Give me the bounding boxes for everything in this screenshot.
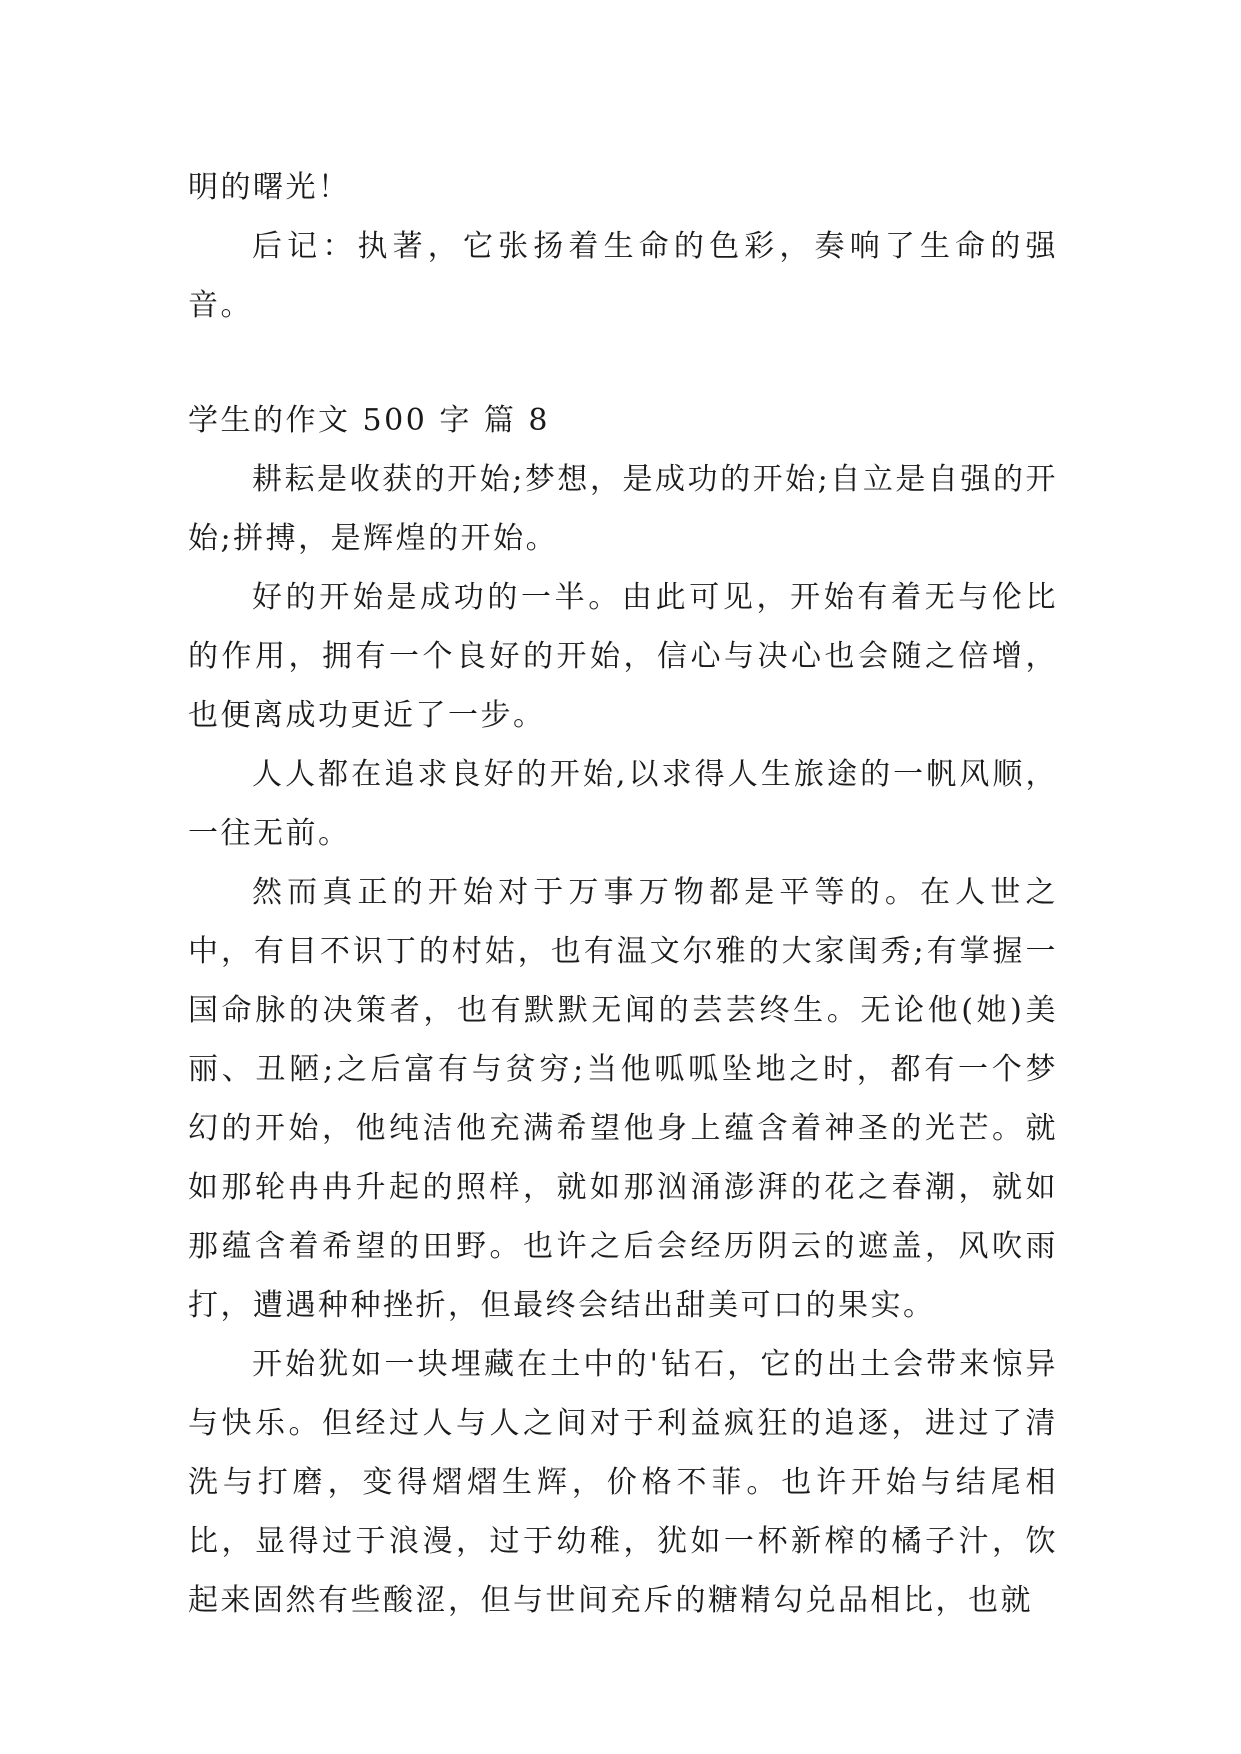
section-title: 学生的作文 500 字 篇 8	[188, 403, 550, 438]
continuation-text: 明的曙光！	[188, 170, 351, 205]
postscript-paragraph: 后记：执著，它张扬着生命的色彩，奏响了生命的强音。	[188, 229, 1058, 323]
paragraph: 人人都在追求良好的开始,以求得人生旅途的一帆风顺，一往无前。	[188, 757, 1058, 851]
document-page	[188, 158, 1058, 1630]
paragraph: 好的开始是成功的一半。由此可见，开始有着无与伦比的作用，拥有一个良好的开始，信心与决心也会随之倍增，也便离成功更近了一步。	[188, 580, 1058, 733]
paragraph: 耕耘是收获的开始;梦想，是成功的开始;自立是自强的开始;拼搏，是辉煌的开始。	[188, 462, 1058, 556]
paragraph: 开始犹如一块埋藏在土中的'钻石，它的出土会带来惊异与快乐。但经过人与人之间对于利益疯狂的追逐，进过了清洗与打磨，变得熠熠生辉，价格不菲。也许开始与结尾相比，显得过于浪漫，过于幼稚，犹如一杯新榨的橘子汁，饮起来固然有些酸涩，但与世间充斥的糖精勾兑品相比，也就	[188, 1347, 1058, 1618]
paragraph: 然而真正的开始对于万事万物都是平等的。在人世之中，有目不识丁的村姑，也有温文尔雅的大家闺秀;有掌握一国命脉的决策者，也有默默无闻的芸芸终生。无论他(她)美丽、丑陋;之后富有与贫穷;当他呱呱坠地之时，都有一个梦幻的开始，他纯洁他充满希望他身上蕴含着神圣的光芒。就如那轮冉冉升起的照样，就如那汹涌澎湃的花之春潮，就如那蕴含着希望的田野。也许之后会经历阴云的遮盖，风吹雨打，遭遇种种挫折，但最终会结出甜美可口的果实。	[188, 875, 1058, 1323]
section-spacer	[188, 335, 1058, 391]
